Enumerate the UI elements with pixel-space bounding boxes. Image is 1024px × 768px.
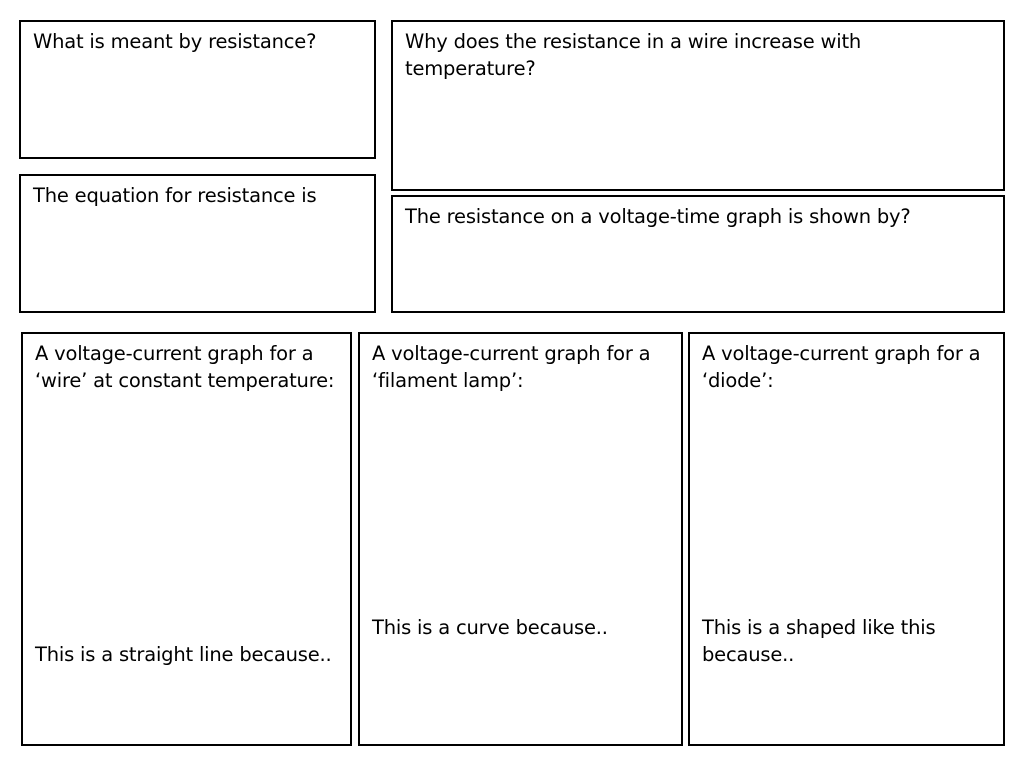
filament-lamp-graph-prompt: A voltage-current graph for a ‘filament lamp’: [372,342,651,392]
temperature-resistance-prompt: Why does the resistance in a wire increase with temperature? [405,30,862,80]
voltage-time-graph-box[interactable] [391,195,1005,313]
wire-graph-prompt: A voltage-current graph for a ‘wire’ at constant temperature: [35,342,335,392]
diode-graph-prompt: A voltage-current graph for a ‘diode’: [702,342,981,392]
resistance-equation-prompt: The equation for resistance is [33,184,317,207]
temperature-resistance-box[interactable] [391,20,1005,191]
voltage-time-graph-prompt: The resistance on a voltage-time graph is shown by? [405,205,911,228]
resistance-meaning-box[interactable] [19,20,376,159]
diode-graph-footer: This is a shaped like this because.. [702,616,936,666]
filament-lamp-graph-footer: This is a curve because.. [372,616,608,639]
wire-graph-footer: This is a straight line because.. [35,643,332,666]
diode-graph-box[interactable] [688,332,1005,746]
resistance-meaning-prompt: What is meant by resistance? [33,30,317,53]
resistance-equation-box[interactable] [19,174,376,313]
filament-lamp-graph-box[interactable] [358,332,683,746]
wire-graph-box[interactable] [21,332,352,746]
